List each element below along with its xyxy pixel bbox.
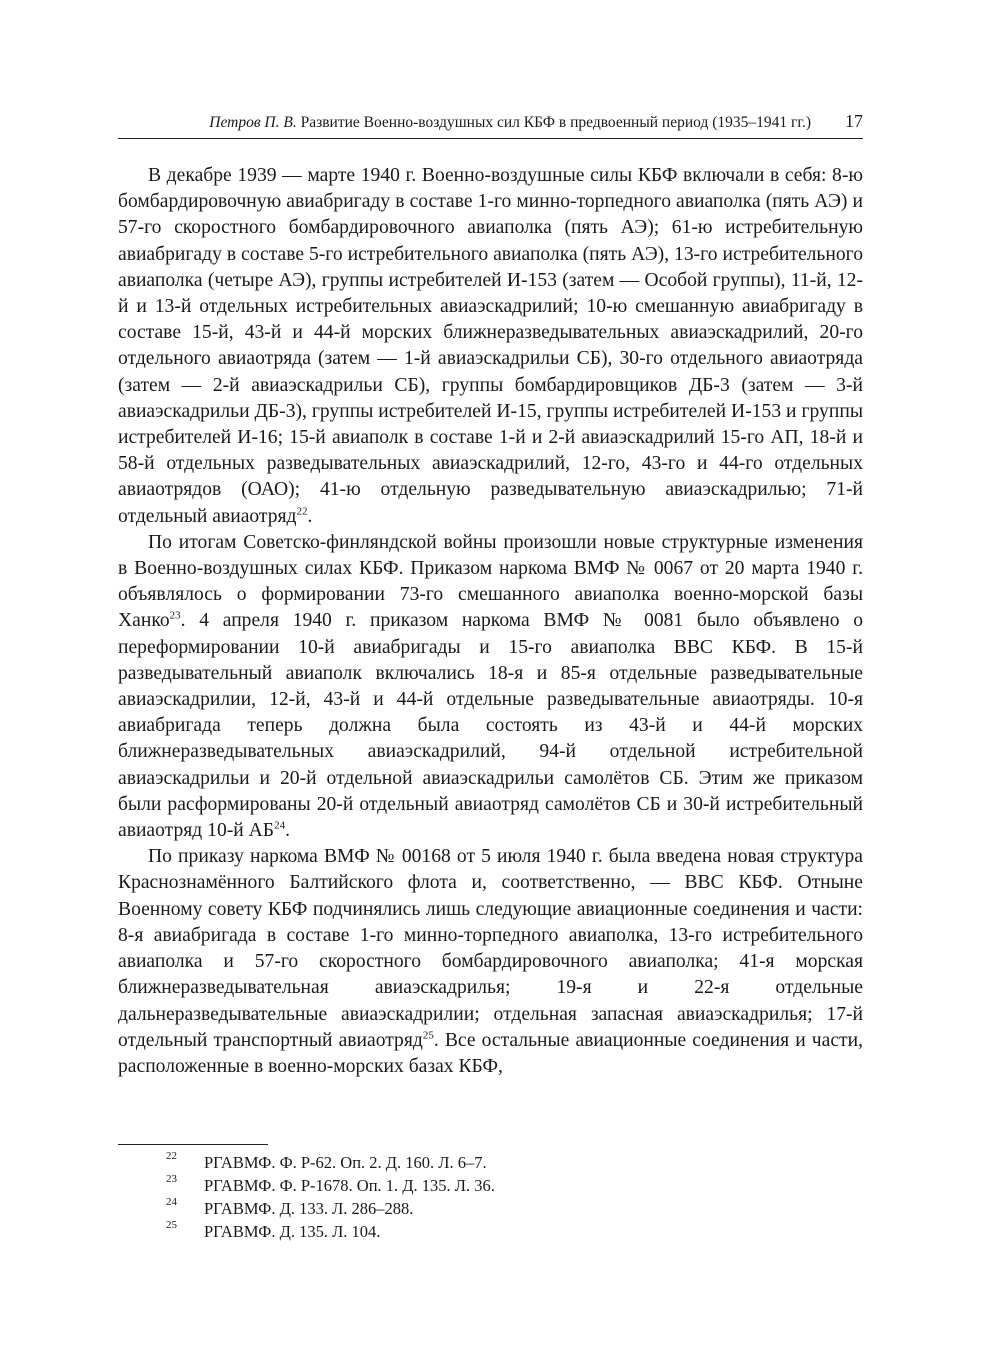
paragraph-text: . 4 апреля 1940 г. приказом наркома ВМФ № 0081 было объявлено о переформировании 10-й авиабригады и 15-го авиаполка ВВС КБФ. В 15-й разведывательный авиаполк включались 18-я и 85-я отдельные разведывательные авиаэскадрилии, 12-й, 43-й и 44-й отдельные разведывательные авиаотряды. 10-я авиабригада теперь должна была состоять из 43-й и 44-й морских ближнеразведывательных авиаэскадрилий, 94-й отдельной истребительной авиаэскадрильи и 20-й отдельной авиаэскадрильи самолётов СБ. Этим же приказом были расформированы 20-й отдельный авиаотряд самолётов СБ и 30-й истребительный авиаотряд 10-й АБ (118, 610, 863, 842)
paragraph-text: . (285, 820, 290, 842)
footnote-number: 24 (166, 1196, 177, 1208)
footnote-ref: 25 (422, 1029, 434, 1042)
page-number: 17 (845, 111, 863, 131)
footnotes (118, 1151, 863, 1243)
main-text (118, 163, 863, 1080)
header-title: Развитие Военно-воздушных сил КБФ в предвоенный период (1935–1941 гг.) (300, 114, 811, 131)
header-author: Петров П. В. (209, 114, 297, 131)
footnote (118, 1151, 863, 1174)
footnote-text: РГАВМФ. Д. 133. Л. 286–288. (204, 1199, 414, 1218)
paragraph-text: По приказу наркома ВМФ № 00168 от 5 июля 1940 г. была введена новая структура Краснознамённого Балтийского флота и, соответственно, — ВВС КБФ. Отныне Военному совету КБФ подчинялись лишь следующие авиационные соединения и части: 8-я авиабригада в составе 1-го минно-торпедного авиаполка, 13-го истребительного авиаполка и 57-го скоростного бомбардировочного авиаполка; 41-я морская ближнеразведывательная авиаэскадрилья; 19-я и 22-я отдельные дальнеразведывательные авиаэскадрилии; отдельная запасная авиаэскадрилья; 17-й отдельный транспортный авиаотряд (118, 846, 863, 1051)
footnote-separator (118, 1144, 268, 1145)
footnote-number: 22 (166, 1150, 177, 1162)
running-head (209, 114, 811, 132)
footnote (118, 1197, 863, 1220)
footnote-text: РГАВМФ. Ф. Р-1678. Оп. 1. Д. 135. Л. 36. (204, 1176, 495, 1195)
footnote-text: РГАВМФ. Ф. Р-62. Оп. 2. Д. 160. Л. 6–7. (204, 1153, 487, 1172)
footnote-text: РГАВМФ. Д. 135. Л. 104. (204, 1222, 381, 1241)
footnote-ref: 22 (296, 505, 308, 518)
paragraph-text: . Все остальные авиационные соединения и части, расположенные в военно-морских базах КБФ, (118, 1029, 863, 1077)
paragraph-text: . (307, 505, 313, 527)
footnote-ref: 24 (274, 819, 286, 832)
running-header (118, 108, 863, 139)
footnote-ref: 23 (169, 609, 181, 622)
paragraph (118, 163, 863, 530)
footnote (118, 1174, 863, 1197)
paragraph-text: В декабре 1939 — марте 1940 г. Военно-воздушные силы КБФ включали в себя: 8-ю бомбардировочную авиабригаду в составе 1-го минно-торпедного авиаполка (пять АЭ) и 57-го скоростного бомбардировочного авиаполка (пять АЭ); 61-ю истребительную авиабригаду в составе 5-го истребительного авиаполка (пять АЭ), 13-го истребительного авиаполка (четыре АЭ), группы истребителей И-153 (затем — Особой группы), 11-й, 12-й и 13-й отдельных истребительных авиаэскадрилий; 10-ю смешанную авиабригаду в составе 15-й, 43-й и 44-й морских ближнеразведывательных авиаэскадрилий, 20-го отдельного авиаотряда (затем — 1-й авиаэскадрильи СБ), 30-го отдельного авиаотряда (затем — 2-й авиаэскадрильи СБ), группы бомбардировщиков ДБ-3 (затем — 3-й авиаэскадрильи ДБ-3), группы истребителей И-15, группы истребителей И-153 и группы истребителей И-16; 15-й авиаполк в составе 1-й и 2-й авиаэскадрилий 15-го АП, 18-й и 58-й отдельных разведывательных авиаэскадрилий, 12-го, 43-го и 44-го отдельных авиаотрядов (ОАО); 41-ю отдельную разведывательную авиаэскадрилью; 71-й отдельный авиаотряд (118, 165, 863, 527)
footnote (118, 1220, 863, 1243)
paragraph (118, 844, 863, 1080)
paragraph (118, 530, 863, 844)
footnote-number: 23 (166, 1173, 177, 1185)
paragraph-text: По итогам Советско-финляндской войны произошли новые структурные изменения в Военно-воздушных силах КБФ. Приказом наркома ВМФ № 0067 от 20 марта 1940 г. объявлялось о формировании 73-го смешанного авиаполка военно-морской базы Ханко (118, 531, 863, 632)
footnote-number: 25 (166, 1219, 177, 1231)
